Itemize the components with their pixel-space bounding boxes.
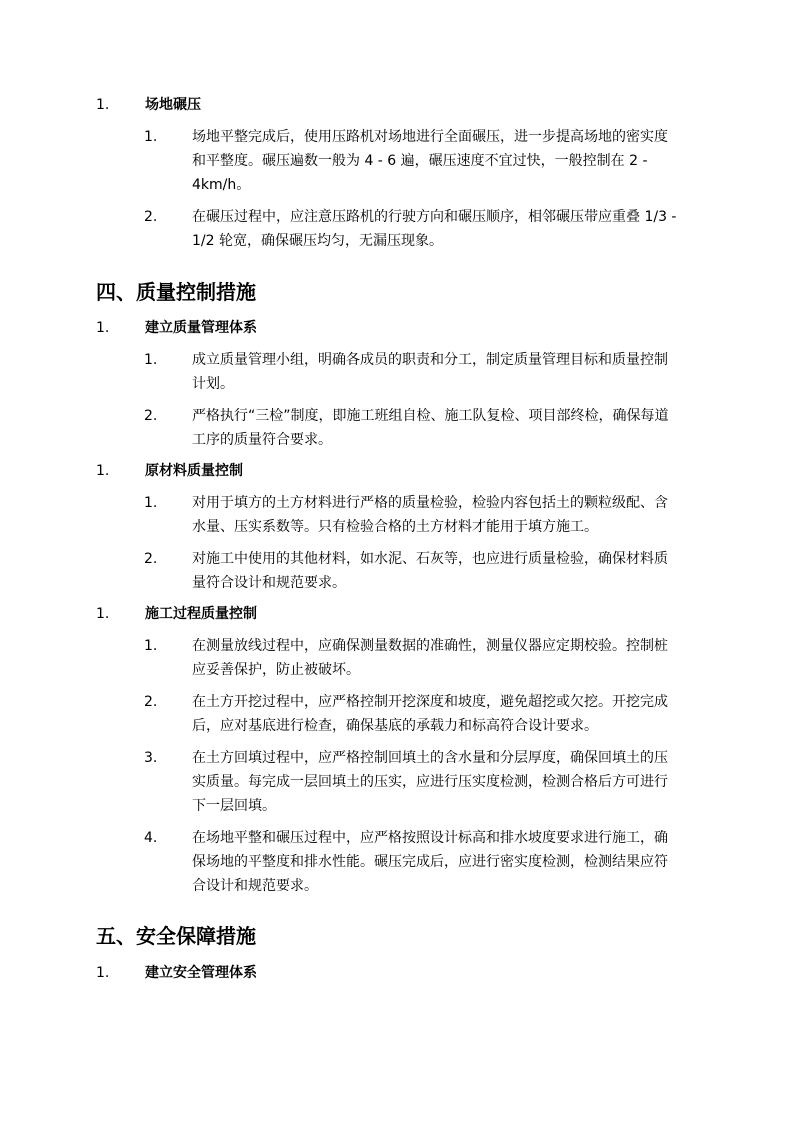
- subsection-title: 场地碾压: [145, 97, 201, 113]
- list-number: 4.: [144, 830, 158, 846]
- list-number: 1.: [96, 320, 110, 336]
- text-line: 下一层回填。: [192, 798, 276, 814]
- subsection-title: 建立安全管理体系: [145, 965, 257, 981]
- list-number: 1.: [96, 463, 110, 479]
- list-item-text: [192, 125, 702, 197]
- list-item-text: [192, 690, 702, 738]
- text-line: 成立质量管理小组，明确各成员的职责和分工，制定质量管理目标和质量控制: [192, 352, 668, 368]
- text-line: 工序的质量符合要求。: [192, 432, 332, 448]
- text-line: 在土方回填过程中，应严格控制回填土的含水量和分层厚度，确保回填土的压: [192, 750, 668, 766]
- text-line: 在场地平整和碾压过程中，应严格按照设计标高和排水坡度要求进行施工，确: [192, 830, 668, 846]
- list-item-text: [192, 826, 702, 898]
- subsection-title: 施工过程质量控制: [145, 606, 257, 622]
- text-line: 对用于填方的土方材料进行严格的质量检验，检验内容包括土的颗粒级配、含: [192, 495, 668, 511]
- text-line: 水量、压实系数等。只有检验合格的土方材料才能用于填方施工。: [192, 519, 598, 535]
- subsection-title: 原材料质量控制: [145, 463, 243, 479]
- section-heading-quality-control: 四、质量控制措施: [96, 280, 256, 304]
- list-number: 1.: [144, 129, 158, 145]
- list-item-text: [192, 746, 702, 818]
- text-line: 计划。: [192, 376, 234, 392]
- list-number: 1.: [96, 97, 110, 113]
- text-line: 应妥善保护，防止被破坏。: [192, 662, 360, 678]
- text-line: 场地平整完成后，使用压路机对场地进行全面碾压，进一步提高场地的密实度: [192, 129, 668, 145]
- text-line: 严格执行“三检”制度，即施工班组自检、施工队复检、项目部终检，确保每道: [192, 408, 669, 424]
- list-number: 1.: [96, 606, 110, 622]
- list-number: 2.: [144, 209, 158, 225]
- text-line: 在测量放线过程中，应确保测量数据的准确性，测量仪器应定期校验。控制桩: [192, 638, 668, 654]
- text-line: 对施工中使用的其他材料，如水泥、石灰等，也应进行质量检验，确保材料质: [192, 551, 668, 567]
- list-number: 1.: [144, 495, 158, 511]
- list-number: 1.: [144, 638, 158, 654]
- text-line: 在碾压过程中，应注意压路机的行驶方向和碾压顺序，相邻碾压带应重叠 1/3 -: [192, 209, 677, 225]
- text-line: 在土方开挖过程中，应严格控制开挖深度和坡度，避免超挖或欠挖。开挖完成: [192, 694, 668, 710]
- subsection-title: 建立质量管理体系: [145, 320, 257, 336]
- text-line: 量符合设计和规范要求。: [192, 575, 346, 591]
- list-number: 2.: [144, 551, 158, 567]
- section-heading-safety: 五、安全保障措施: [96, 924, 256, 948]
- list-item-text: [192, 348, 702, 396]
- text-line: 合设计和规范要求。: [192, 878, 318, 894]
- text-line: 保场地的平整度和排水性能。碾压完成后，应进行密实度检测，检测结果应符: [192, 854, 668, 870]
- list-item-text: [192, 205, 702, 253]
- text-line: 和平整度。碾压遍数一般为 4 - 6 遍，碾压速度不宜过快，一般控制在 2 -: [192, 153, 648, 169]
- list-item-text: [192, 404, 702, 452]
- list-number: 2.: [144, 408, 158, 424]
- list-item-text: [192, 547, 702, 595]
- list-number: 3.: [144, 750, 158, 766]
- list-item-text: [192, 634, 702, 682]
- list-number: 1.: [144, 352, 158, 368]
- list-number: 1.: [96, 965, 110, 981]
- text-line: 1/2 轮宽，确保碾压均匀，无漏压现象。: [192, 233, 443, 249]
- text-line: 后，应对基底进行检查，确保基底的承载力和标高符合设计要求。: [192, 718, 598, 734]
- text-line: 实质量。每完成一层回填土的压实，应进行压实度检测，检测合格后方可进行: [192, 774, 668, 790]
- text-line: 4km/h。: [192, 177, 251, 193]
- list-item-text: [192, 491, 702, 539]
- list-number: 2.: [144, 694, 158, 710]
